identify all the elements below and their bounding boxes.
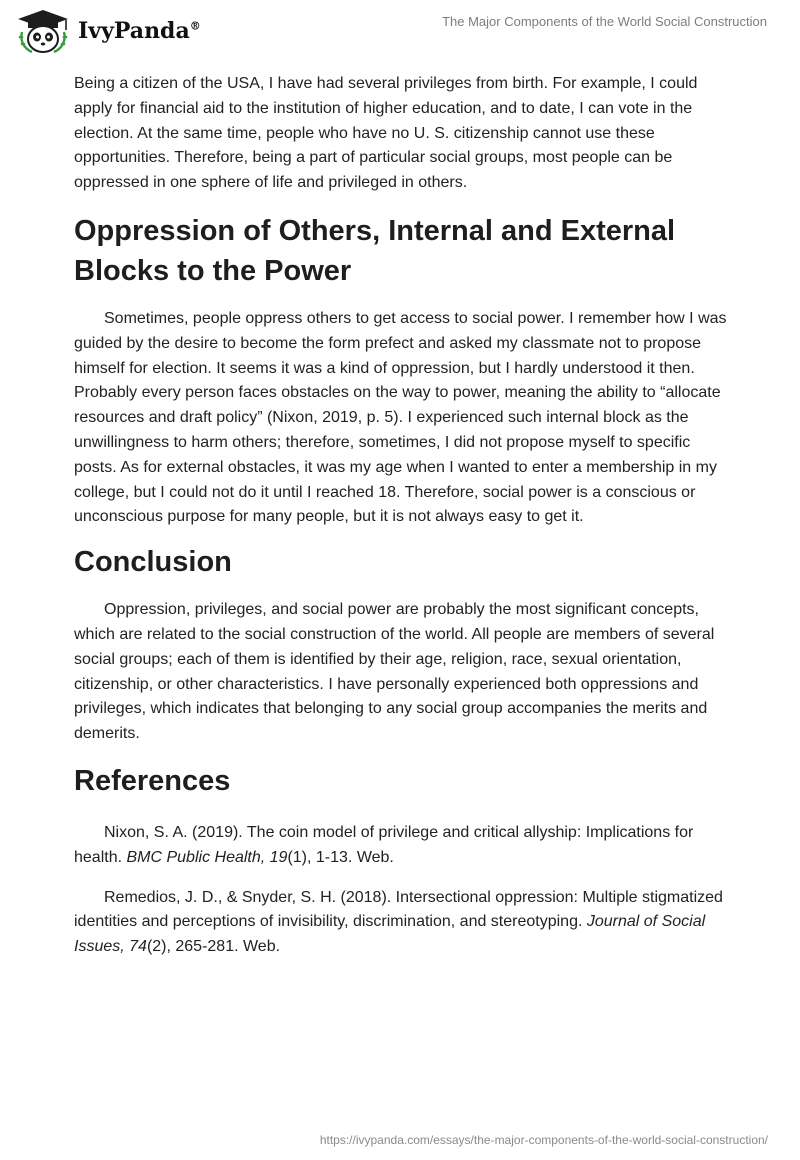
reference-item: Remedios, J. D., & Snyder, S. H. (2018). Intersectional oppression: Multiple stigmatized identities and perceptions of invisibility, discrimination, and stereotyping. Journal of Social Issues, 74(2), 265-281. Web. bbox=[74, 888, 723, 956]
brand-logo[interactable] bbox=[14, 8, 201, 54]
oppression-paragraph: Sometimes, people oppress others to get access to social power. I remember how I was guided by the desire to become the form prefect and asked my classmate not to propose himself for election. It seems it was a kind of oppression, but I hardly understood it then. Probably every person faces obstacles on the way to power, meaning the ability to “allocate resources and draft policy” (Nixon, 2019, p. 5). I experienced such internal block as the unwillingness to harm others; therefore, sometimes, I did not propose myself to specific posts. As for external obstacles, it was my age when I wanted to enter a membership in my college, but I could not do it until I reached 18. Therefore, social power is a conscious or unconscious purpose for many people, but it is not always easy to get it. bbox=[74, 309, 727, 526]
brand-name: IvyPanda® bbox=[78, 18, 201, 44]
reference-journal: BMC Public Health, 19 bbox=[126, 848, 288, 866]
section-heading-references: References bbox=[74, 764, 231, 797]
page-header bbox=[0, 0, 800, 70]
document-title: The Major Components of the World Social Construction bbox=[442, 14, 767, 29]
reference-item: Nixon, S. A. (2019). The coin model of privilege and critical allyship: Implications for health. BMC Public Health, 19(1), 1-13. Web. bbox=[74, 823, 694, 866]
section-heading-oppression: Oppression of Others, Internal and External Blocks to the Power bbox=[74, 214, 676, 287]
intro-paragraph: Being a citizen of the USA, I have had several privileges from birth. For example, I could apply for financial aid to the institution of higher education, and to date, I can vote in the election. At the same time, people who have no U. S. citizenship cannot use these opportunities. Therefore, being a part of particular social groups, most people can be oppressed in one sphere of life and privileged in others. bbox=[74, 75, 698, 192]
reference-journal: Journal of Social Issues, 74 bbox=[74, 913, 706, 956]
essay-body bbox=[74, 72, 730, 975]
conclusion-paragraph: Oppression, privileges, and social power are probably the most significant concepts, which are related to the social construction of the world. All people are members of several social groups; each of them is identified by their age, religion, race, sexual orientation, citizenship, or other characteristics. I have personally experienced both oppressions and privileges, which indicates that belonging to any social group accompanies the merits and demerits. bbox=[74, 601, 715, 743]
footer-url-link[interactable]: https://ivypanda.com/essays/the-major-components-of-the-world-social-construction/ bbox=[319, 1133, 768, 1147]
section-heading-conclusion: Conclusion bbox=[74, 546, 232, 579]
panda-graduation-cap-icon bbox=[14, 8, 72, 54]
